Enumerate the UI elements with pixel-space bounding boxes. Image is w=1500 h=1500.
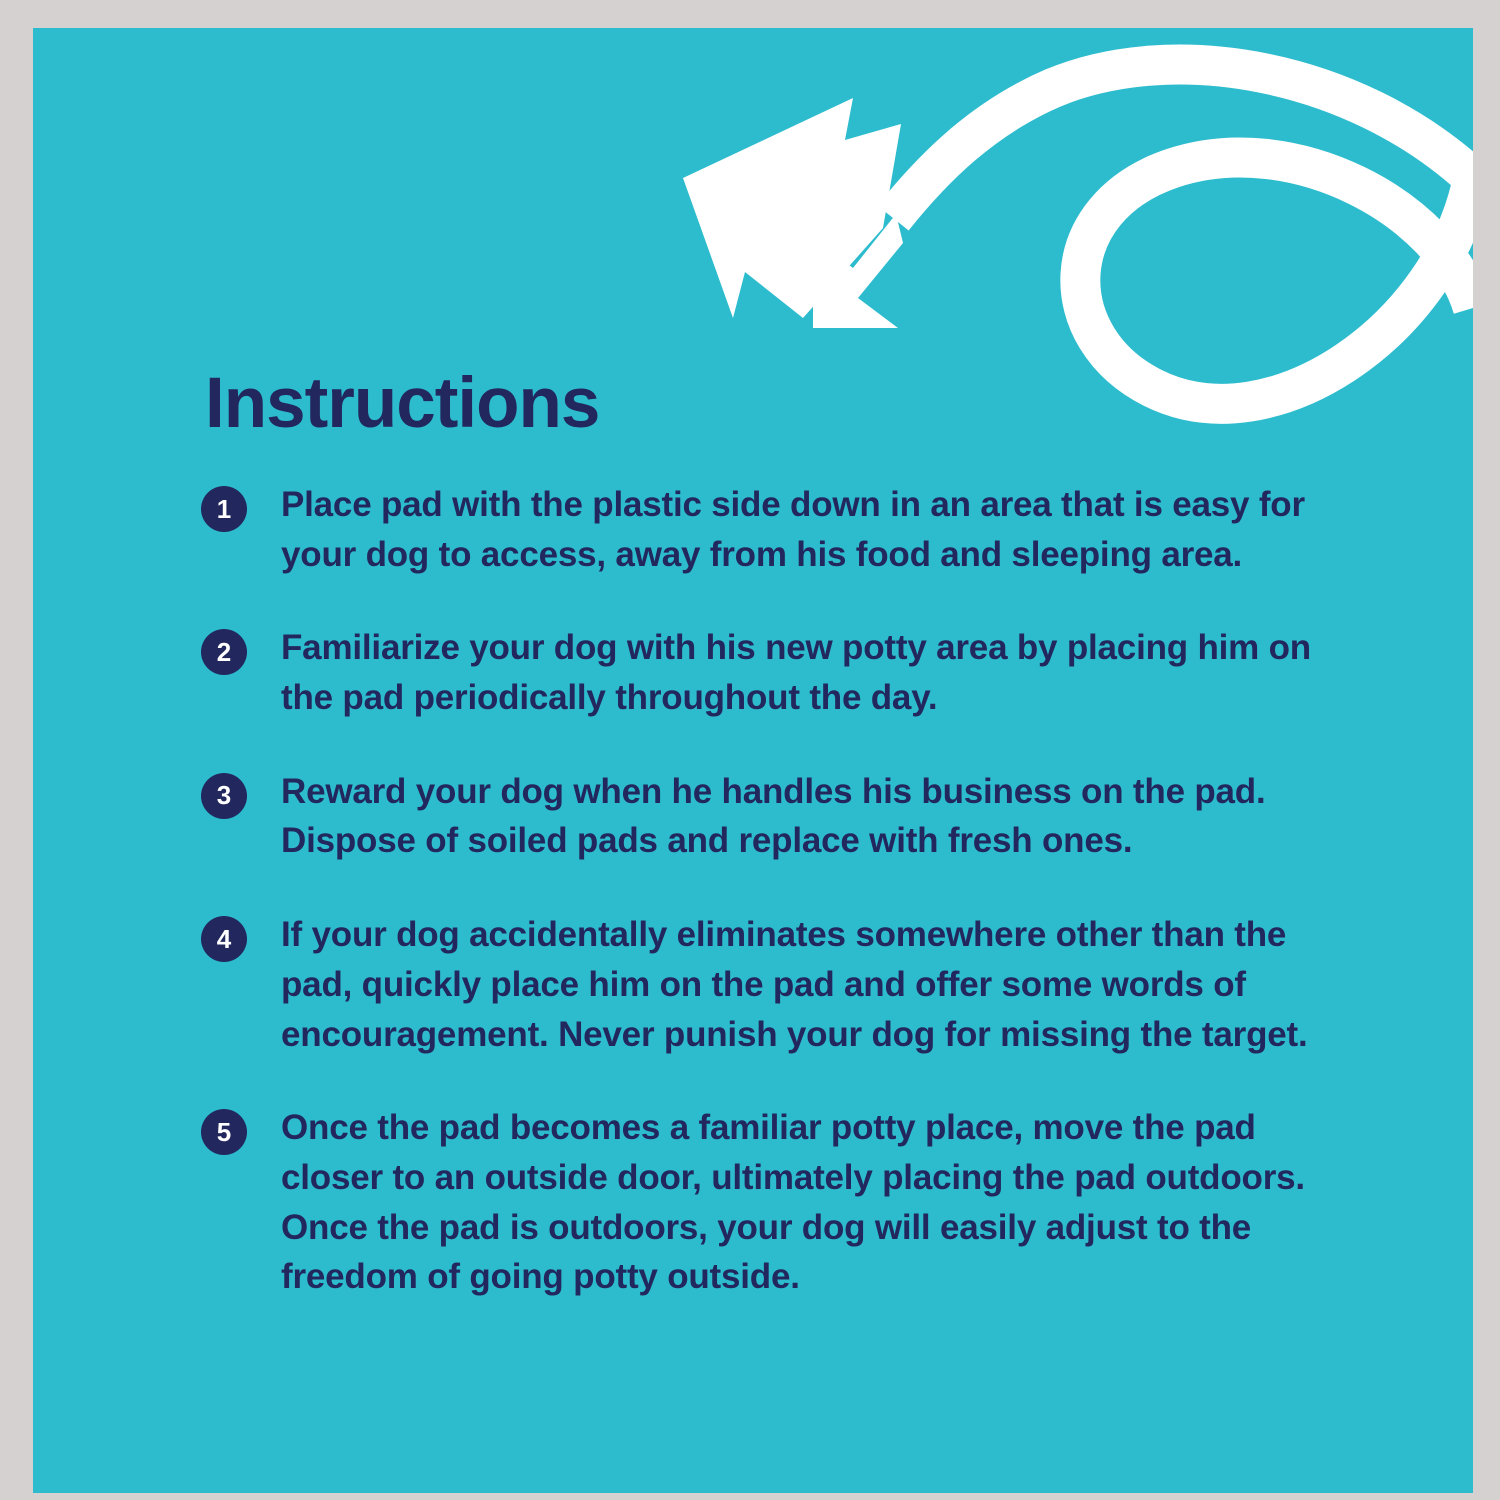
list-item: [201, 623, 1321, 722]
list-item: [201, 480, 1321, 579]
page-title: Instructions: [205, 364, 600, 443]
step-text: Familiarize your dog with his new potty area by placing him on the pad periodically throughout the day.: [281, 628, 1311, 718]
instructions-card: [33, 28, 1473, 1493]
list-item: [201, 1103, 1321, 1302]
step-text: Reward your dog when he handles his business on the pad. Dispose of soiled pads and replace with fresh ones.: [281, 771, 1266, 861]
swirl-arrow-icon: [653, 28, 1473, 458]
list-item: [201, 910, 1321, 1059]
step-text: If your dog accidentally eliminates somewhere other than the pad, quickly place him on the pad and offer some words of encouragement. Never punish your dog for missing the target.: [281, 915, 1308, 1054]
step-number-badge: 5: [201, 1109, 247, 1155]
instruction-list: [201, 480, 1321, 1346]
step-number-badge: 3: [201, 773, 247, 819]
step-text: Place pad with the plastic side down in an area that is easy for your dog to access, away from his food and sleeping area.: [281, 485, 1305, 574]
step-number-badge: 4: [201, 916, 247, 962]
step-number-badge: 1: [201, 486, 247, 532]
step-number-badge: 2: [201, 629, 247, 675]
step-text: Once the pad becomes a familiar potty place, move the pad closer to an outside door, ultimately placing the pad outdoors. Once the pad is outdoors, your dog will easily adjust to the freedom of going potty outside.: [281, 1108, 1305, 1297]
list-item: [201, 767, 1321, 866]
